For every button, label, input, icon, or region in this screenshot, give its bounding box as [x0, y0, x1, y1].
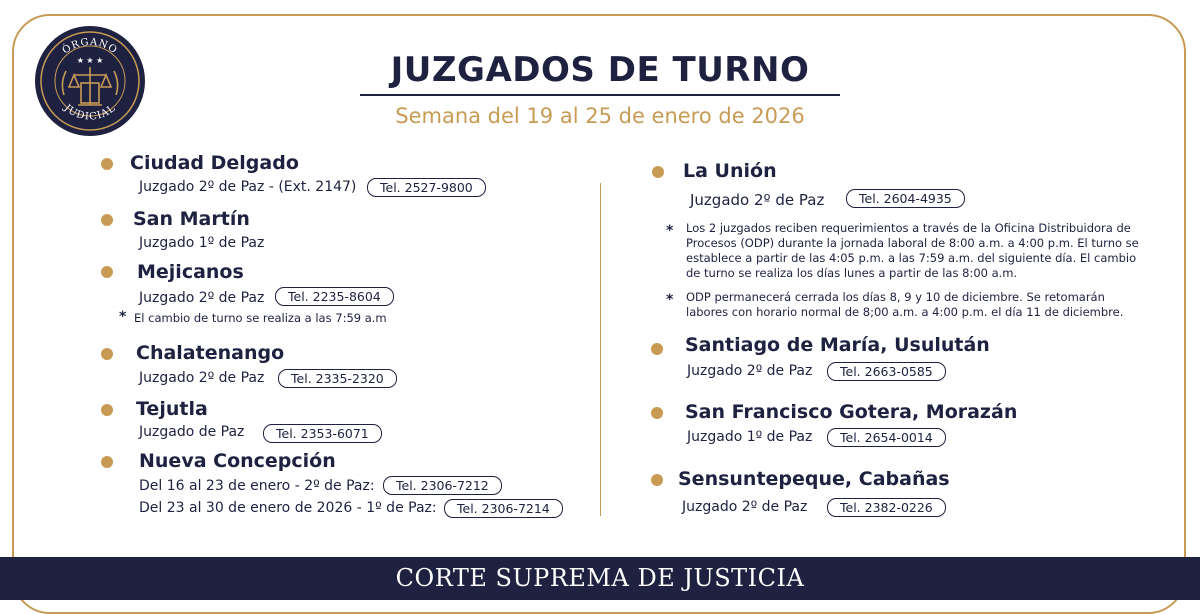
city-name: Nueva Concepción: [139, 450, 336, 472]
phone-badge: Tel. 2663-0585: [827, 362, 946, 381]
phone-badge: Tel. 2306-7214: [444, 499, 563, 518]
asterisk-icon: *: [666, 292, 674, 308]
bullet-icon: [651, 407, 663, 419]
svg-text:ÓRGANO: ÓRGANO: [60, 36, 120, 57]
phone-badge: Tel. 2604-4935: [846, 189, 965, 208]
court-name: Juzgado 2º de Paz: [682, 499, 808, 515]
city-name: Sensuntepeque, Cabañas: [678, 468, 950, 490]
bullet-icon: [101, 348, 113, 360]
asterisk-icon: *: [119, 309, 127, 325]
city-name: Chalatenango: [136, 342, 285, 364]
phone-badge: Tel. 2353-6071: [263, 424, 382, 443]
page-subtitle: Semana del 19 al 25 de enero de 2026: [395, 104, 805, 128]
bullet-icon: [652, 166, 664, 178]
footer-banner: CORTE SUPREMA DE JUSTICIA: [0, 557, 1200, 600]
court-name: Juzgado 2º de Paz: [687, 363, 813, 379]
city-name: Ciudad Delgado: [130, 152, 299, 174]
city-name: San Martín: [133, 208, 250, 230]
city-name: Mejicanos: [137, 261, 244, 283]
phone-badge: Tel. 2527-9800: [367, 178, 486, 197]
city-name: Santiago de María, Usulután: [685, 334, 990, 356]
city-name: Tejutla: [136, 398, 208, 420]
bullet-icon: [101, 456, 113, 468]
court-name: Juzgado 2º de Paz: [690, 191, 825, 209]
city-name: San Francisco Gotera, Morazán: [685, 401, 1018, 423]
phone-badge: Tel. 2654-0014: [827, 428, 946, 447]
bullet-icon: [101, 214, 113, 226]
bullet-icon: [651, 474, 663, 486]
court-name: Juzgado 2º de Paz: [139, 370, 265, 386]
organo-judicial-seal-icon: [34, 25, 146, 137]
column-divider: [600, 183, 601, 516]
court-name: Juzgado de Paz: [139, 424, 245, 440]
bullet-icon: [101, 266, 113, 278]
svg-text:JUDICIAL: JUDICIAL: [61, 102, 119, 123]
bullet-icon: [101, 404, 113, 416]
title-underline: [360, 94, 840, 96]
phone-badge: Tel. 2382-0226: [827, 498, 946, 517]
court-name: Juzgado 2º de Paz - (Ext. 2147): [139, 179, 357, 195]
note-text: Los 2 juzgados reciben requerimientos a través de la Oficina Distribuidora de Procesos (ODP) durante la jornada laboral de 8:00 a.m. a 4:00 p.m. El turno se establece a partir de las 4:05 p.m. a las 7:59 a.m. del siguiente día. El cambio de turno se realiza los días lunes a partir de las 8:00 a.m.: [686, 221, 1139, 280]
note-text: El cambio de turno se realiza a las 7:59 a.m: [134, 311, 387, 325]
bullet-icon: [101, 158, 113, 170]
note-text: ODP permanecerá cerrada los días 8, 9 y 10 de diciembre. Se retomarán labores con horario normal de 8;00 a.m. a 4:00 p.m. el día 11 de diciembre.: [686, 290, 1124, 319]
court-name: Juzgado 1º de Paz: [139, 235, 265, 251]
court-schedule: Del 16 al 23 de enero - 2º de Paz:: [139, 478, 375, 494]
asterisk-icon: *: [666, 223, 674, 239]
court-schedule: Del 23 al 30 de enero de 2026 - 1º de Paz:: [139, 500, 437, 516]
page-title: JUZGADOS DE TURNO: [390, 50, 810, 90]
court-name: Juzgado 1º de Paz: [687, 429, 813, 445]
phone-badge: Tel. 2306-7212: [383, 476, 502, 495]
phone-badge: Tel. 2235-8604: [275, 287, 394, 306]
phone-badge: Tel. 2335-2320: [278, 369, 397, 388]
svg-text:★ ★ ★: ★ ★ ★: [76, 56, 104, 65]
bullet-icon: [651, 343, 663, 355]
city-name: La Unión: [683, 160, 777, 182]
court-name: Juzgado 2º de Paz: [139, 290, 265, 306]
